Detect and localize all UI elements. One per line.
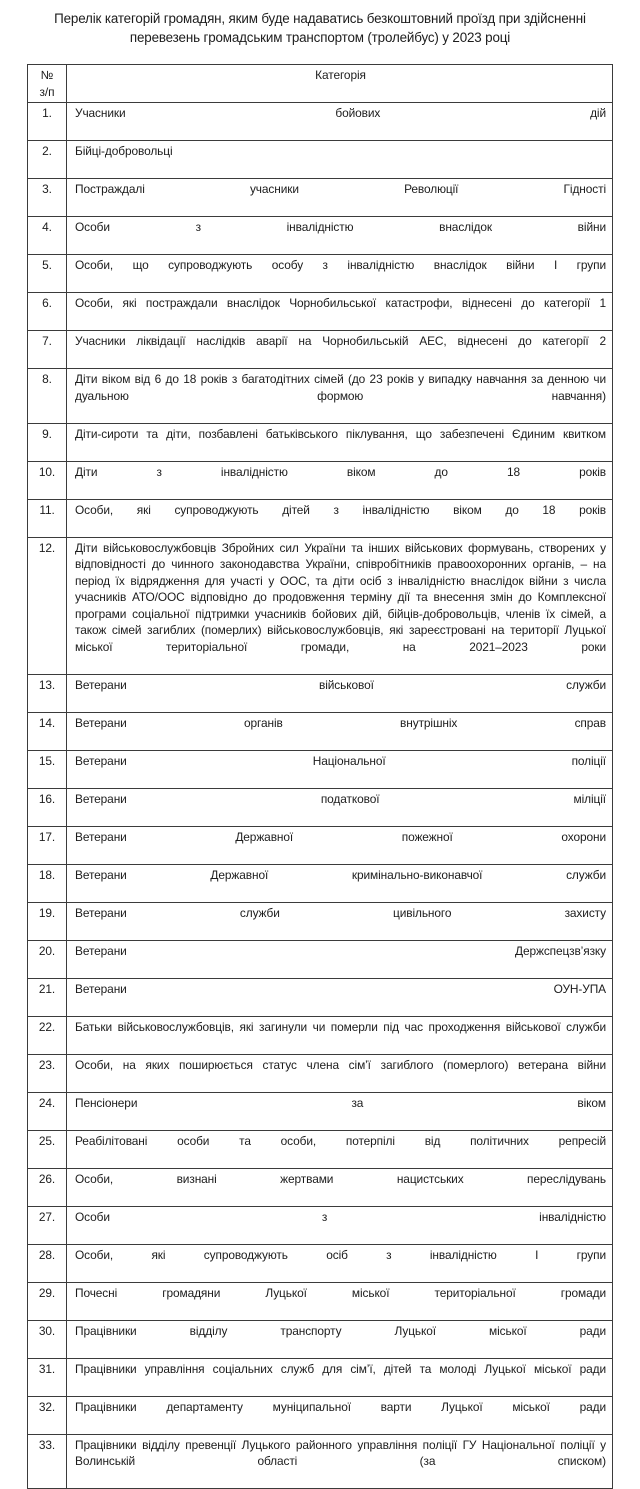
table-row <box>28 461 613 499</box>
categories-table <box>27 64 613 1489</box>
row-number: 2. <box>28 141 67 179</box>
row-number: 32. <box>28 1396 67 1434</box>
row-number: 28. <box>28 1244 67 1282</box>
table-row <box>28 712 613 750</box>
table-body <box>28 103 613 1489</box>
row-category: Працівники відділу превенції Луцького районного управління поліції ГУ Національної поліції у Волинській області (за списком) <box>67 1434 613 1489</box>
table-row <box>28 217 613 255</box>
row-category: Почесні громадяни Луцької міської територіальної громади <box>67 1282 613 1320</box>
table-row <box>28 1092 613 1130</box>
row-number: 10. <box>28 461 67 499</box>
table-row <box>28 940 613 978</box>
table-row <box>28 788 613 826</box>
row-category: Учасники ліквідації наслідків аварії на Чорнобильській АЕС, віднесені до категорії 2 <box>67 331 613 369</box>
row-category: Працівники управління соціальних служб для сім’ї, дітей та молоді Луцької міської ради <box>67 1358 613 1396</box>
row-category: Ветерани Державної пожежної охорони <box>67 826 613 864</box>
row-category: Діти-сироти та діти, позбавлені батьківського піклування, що забезпечені Єдиним квитком <box>67 423 613 461</box>
table-row <box>28 864 613 902</box>
table-row <box>28 423 613 461</box>
table-row <box>28 1130 613 1168</box>
table-row <box>28 331 613 369</box>
row-category: Працівники відділу транспорту Луцької міської ради <box>67 1320 613 1358</box>
row-number: 17. <box>28 826 67 864</box>
row-number: 13. <box>28 674 67 712</box>
header-num-line1: № <box>40 68 54 83</box>
row-category: Особи, на яких поширюється статус члена сім’ї загиблого (померлого) ветерана війни <box>67 1054 613 1092</box>
table-row <box>28 103 613 141</box>
row-category: Особи, які супроводжують осіб з інвалідністю І групи <box>67 1244 613 1282</box>
table-row <box>28 293 613 331</box>
row-category: Особи, які постраждали внаслідок Чорнобильської катастрофи, віднесені до категорії 1 <box>67 293 613 331</box>
row-number: 29. <box>28 1282 67 1320</box>
table-row <box>28 1206 613 1244</box>
row-number: 4. <box>28 217 67 255</box>
row-number: 8. <box>28 369 67 424</box>
document-title: Перелік категорій громадян, яким буде надаватись безкоштовний проїзд при здійсненні перевезень громадським транспортом (тролейбус) у 2023 році <box>54 11 586 46</box>
row-category: Ветерани органів внутрішніх справ <box>67 712 613 750</box>
row-number: 18. <box>28 864 67 902</box>
table-row <box>28 1434 613 1489</box>
row-category: Діти віком від 6 до 18 років з багатодітних сімей (до 23 років у випадку навчання за денною чи дуальною формою навчання) <box>67 369 613 424</box>
row-number: 3. <box>28 179 67 217</box>
table-header-row <box>28 65 613 103</box>
row-number: 31. <box>28 1358 67 1396</box>
table-row <box>28 369 613 424</box>
row-number: 26. <box>28 1168 67 1206</box>
row-category: Ветерани військової служби <box>67 674 613 712</box>
row-category: Ветерани Держспецзв’язку <box>67 940 613 978</box>
table-row <box>28 1320 613 1358</box>
row-category: Особи з інвалідністю <box>67 1206 613 1244</box>
row-number: 14. <box>28 712 67 750</box>
header-cell-category: Категорія <box>67 65 613 103</box>
row-category: Бійці-добровольці <box>67 141 613 179</box>
table-row <box>28 1054 613 1092</box>
row-number: 23. <box>28 1054 67 1092</box>
row-number: 22. <box>28 1016 67 1054</box>
row-category: Особи, що супроводжують особу з інвалідністю внаслідок війни І групи <box>67 255 613 293</box>
row-category: Ветерани служби цивільного захисту <box>67 902 613 940</box>
row-number: 19. <box>28 902 67 940</box>
row-category: Діти військовослужбовців Збройних сил України та інших військових формувань, створених у відповідності до чинного законодавства України, співробітників правоохоронних органів, – на період їх відрядження для участі у ООС, та діти осіб з інвалідністю внаслідок війни з числа учасників АТО/ООС відповідно до продовження терміну дії та внесення змін до Комплексної програми соціальної підтримки учасників бойових дій, бійців-добровольців, членів їх сімей, а також сімей загиблих (померлих) військовослужбовців, які зареєстровані на території Луцької міської територіальної громади, на 2021–2023 роки <box>67 537 613 674</box>
row-category: Ветерани ОУН-УПА <box>67 978 613 1016</box>
table-row <box>28 1168 613 1206</box>
row-number: 25. <box>28 1130 67 1168</box>
row-category: Особи, які супроводжують дітей з інвалідністю віком до 18 років <box>67 499 613 537</box>
row-number: 16. <box>28 788 67 826</box>
row-category: Особи з інвалідністю внаслідок війни <box>67 217 613 255</box>
header-num-line2: з/п <box>39 84 55 99</box>
row-number: 20. <box>28 940 67 978</box>
row-category: Ветерани Державної кримінально-виконавчої служби <box>67 864 613 902</box>
table-row <box>28 826 613 864</box>
row-category: Працівники департаменту муніципальної варти Луцької міської ради <box>67 1396 613 1434</box>
table-row <box>28 537 613 674</box>
row-number: 24. <box>28 1092 67 1130</box>
header-cell-num <box>28 65 67 103</box>
table-row <box>28 902 613 940</box>
row-category: Пенсіонери за віком <box>67 1092 613 1130</box>
table-row <box>28 1358 613 1396</box>
table-row <box>28 1282 613 1320</box>
table-row <box>28 179 613 217</box>
row-number: 30. <box>28 1320 67 1358</box>
row-category: Особи, визнані жертвами нацистських переслідувань <box>67 1168 613 1206</box>
row-category: Реабілітовані особи та особи, потерпілі від політичних репресій <box>67 1130 613 1168</box>
row-number: 33. <box>28 1434 67 1489</box>
row-number: 27. <box>28 1206 67 1244</box>
row-number: 9. <box>28 423 67 461</box>
table-row <box>28 1016 613 1054</box>
table-row <box>28 141 613 179</box>
row-category: Батьки військовослужбовців, які загинули чи померли під час проходження військової служби <box>67 1016 613 1054</box>
row-number: 21. <box>28 978 67 1016</box>
row-number: 1. <box>28 103 67 141</box>
table-row <box>28 750 613 788</box>
row-category: Ветерани Національної поліції <box>67 750 613 788</box>
table-row <box>28 1244 613 1282</box>
row-category: Діти з інвалідністю віком до 18 років <box>67 461 613 499</box>
row-number: 7. <box>28 331 67 369</box>
table-row <box>28 674 613 712</box>
row-number: 11. <box>28 499 67 537</box>
row-number: 12. <box>28 537 67 674</box>
row-category: Ветерани податкової міліції <box>67 788 613 826</box>
table-row <box>28 255 613 293</box>
table-row <box>28 978 613 1016</box>
row-category: Постраждалі учасники Революції Гідності <box>67 179 613 217</box>
table-row <box>28 499 613 537</box>
table-row <box>28 1396 613 1434</box>
row-number: 15. <box>28 750 67 788</box>
row-category: Учасники бойових дій <box>67 103 613 141</box>
row-number: 5. <box>28 255 67 293</box>
row-number: 6. <box>28 293 67 331</box>
